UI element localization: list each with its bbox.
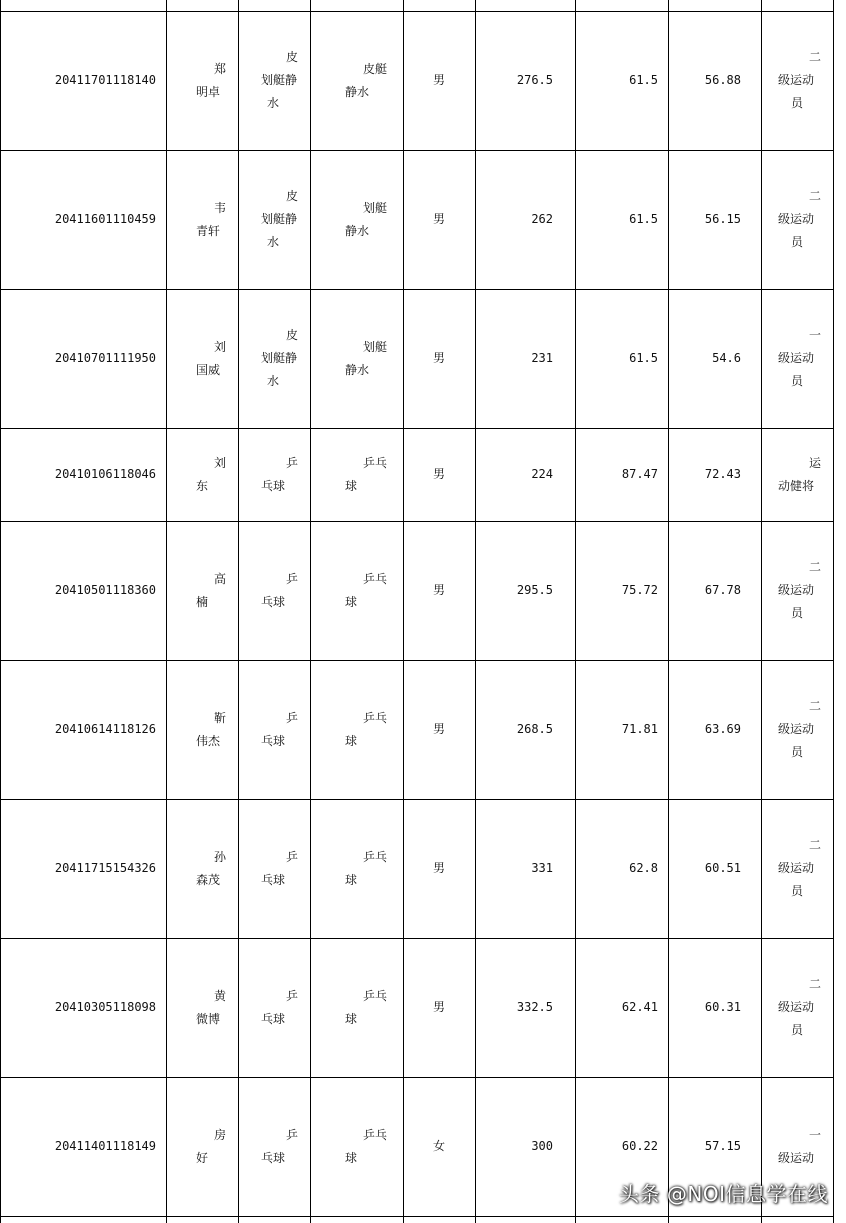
cell-text: 20411601110459 [54,212,156,226]
cell-level [761,289,833,428]
table-row [0,11,833,150]
cell-text-line: 二 [808,699,821,713]
table-row [0,938,833,1077]
cell-text-line: 划艇静 [261,351,298,365]
cell-text: 224 [531,467,553,481]
cell-text-line: 乒 [285,456,298,470]
cell-score-2 [575,428,668,521]
cell-id [0,938,166,1077]
grid-hline [0,150,834,151]
cell-level [761,660,833,799]
grid-hline [0,521,834,522]
cell-text-line: 级运动 [778,1000,815,1014]
grid-hline [0,428,834,429]
cell-score-1 [475,521,575,660]
cell-name [166,1077,238,1216]
cell-gender [403,1077,475,1216]
cell-score-2 [575,11,668,150]
cell-text-line: 员 [790,1023,803,1037]
cell-text-line: 乓球 [261,1151,286,1165]
cell-text: 20411715154326 [54,861,156,875]
cell-text: 男 [432,351,445,365]
cell-text: 61.5 [629,212,658,226]
cell-text: 67.78 [704,583,741,597]
cell-id [0,150,166,289]
cell-text: 262 [531,212,553,226]
cell-score-3 [668,799,761,938]
cell-id [0,799,166,938]
cell-text: 20411401118149 [54,1139,156,1153]
cell-text: 231 [531,351,553,365]
cell-id [0,289,166,428]
cell-text: 57.15 [704,1139,741,1153]
cell-name [166,660,238,799]
cell-gender [403,799,475,938]
cell-text-line: 静水 [345,224,370,238]
cell-text-line: 二 [808,50,821,64]
cell-text-line: 球 [345,873,358,887]
cell-text-line: 好 [196,1151,209,1165]
cell-text: 20410701111950 [54,351,156,365]
cell-text: 男 [432,722,445,736]
cell-score-1 [475,660,575,799]
cell-level [761,11,833,150]
cell-gender [403,521,475,660]
cell-text-line: 孙 [213,850,226,864]
cell-level [761,938,833,1077]
cell-text-line: 乓球 [261,1012,286,1026]
cell-id [0,428,166,521]
cell-score-3 [668,11,761,150]
cell-score-1 [475,150,575,289]
cell-project [238,938,310,1077]
cell-text-line: 韦 [213,201,226,215]
cell-text: 61.5 [629,73,658,87]
cell-score-1 [475,799,575,938]
cell-text-line: 级运动 [778,73,815,87]
cell-event [310,428,403,521]
cell-name [166,521,238,660]
cell-text-line: 二 [808,560,821,574]
cell-score-1 [475,428,575,521]
cell-text-line: 水 [267,235,280,249]
cell-text-line: 乓球 [261,734,286,748]
cell-score-2 [575,150,668,289]
table-row [0,660,833,799]
cell-text-line: 青轩 [196,224,221,238]
cell-text-line: 员 [790,745,803,759]
grid-vline [403,0,404,1223]
cell-text-line: 球 [345,1012,358,1026]
cell-name [166,150,238,289]
cell-text: 75.72 [621,583,658,597]
cell-text: 63.69 [704,722,741,736]
cell-text-line: 划艇静 [261,212,298,226]
cell-text-line: 国威 [196,363,221,377]
cell-name [166,799,238,938]
cell-project [238,150,310,289]
cell-text-line: 员 [790,884,803,898]
cell-text-line: 动健将 [778,479,815,493]
cell-text-line: 级运动 [778,861,815,875]
cell-event [310,938,403,1077]
cell-text-line: 刘 [213,456,226,470]
table-row [0,799,833,938]
cell-score-2 [575,799,668,938]
cell-text-line: 乒 [285,1128,298,1142]
cell-id [0,521,166,660]
table-row [0,428,833,521]
grid-vline [238,0,239,1223]
cell-event [310,1077,403,1216]
cell-text: 男 [432,212,445,226]
cell-project [238,428,310,521]
cell-text-line: 靳 [213,711,226,725]
cell-project [238,799,310,938]
watermark-text: 头条 @NOI信息学在线 [619,1182,828,1206]
cell-gender [403,938,475,1077]
cell-text-line: 房 [213,1128,226,1142]
cell-text-line: 一 [808,328,821,342]
cell-gender [403,150,475,289]
cell-text-line: 乒乓 [362,456,387,470]
cell-text-line: 级运动 [778,583,815,597]
cell-text: 332.5 [516,1000,553,1014]
cell-text-line: 乒乓 [362,572,387,586]
cell-score-1 [475,1077,575,1216]
table-row [0,289,833,428]
cell-text-line: 乓球 [261,873,286,887]
cell-id [0,660,166,799]
cell-text-line: 球 [345,734,358,748]
cell-text-line: 皮 [285,189,298,203]
cell-project [238,1077,310,1216]
cell-text: 61.5 [629,351,658,365]
cell-text: 276.5 [516,73,553,87]
cell-text-line: 静水 [345,363,370,377]
cell-text-line: 乓球 [261,595,286,609]
cell-text-line: 水 [267,96,280,110]
cell-text-line: 一 [808,1128,821,1142]
cell-text: 男 [432,861,445,875]
cell-text: 72.43 [704,467,741,481]
cell-text-line: 乓球 [261,479,286,493]
cell-score-3 [668,428,761,521]
cell-text-line: 级运动 [778,1151,815,1165]
grid-vline [0,0,1,1223]
cell-event [310,11,403,150]
cell-text-line: 二 [808,189,821,203]
cell-name [166,938,238,1077]
grid-hline [0,1077,834,1078]
cell-text-line: 皮 [285,328,298,342]
grid-vline [833,0,834,1223]
cell-text-line: 黄 [213,989,226,1003]
grid-vline [761,0,762,1223]
cell-text-line: 刘 [213,340,226,354]
cell-score-2 [575,938,668,1077]
cell-event [310,799,403,938]
cell-project [238,11,310,150]
cell-score-3 [668,660,761,799]
grid-hline [0,660,834,661]
cell-text-line: 划艇 [362,201,387,215]
cell-text: 60.51 [704,861,741,875]
cell-score-2 [575,660,668,799]
grid-hline [0,11,834,12]
cell-score-1 [475,289,575,428]
cell-text-line: 皮艇 [362,62,387,76]
cell-text-line: 乒乓 [362,989,387,1003]
cell-text: 20410106118046 [54,467,156,481]
cell-text-line: 员 [790,235,803,249]
cell-text: 女 [432,1139,445,1153]
cell-text: 87.47 [621,467,658,481]
cell-text: 62.41 [621,1000,658,1014]
cell-text: 54.6 [712,351,741,365]
cell-text-line: 东 [196,479,209,493]
table-row [0,150,833,289]
cell-id [0,11,166,150]
cell-event [310,660,403,799]
cell-text-line: 级运动 [778,722,815,736]
cell-text-line: 级运动 [778,351,815,365]
cell-level [761,521,833,660]
watermark [619,1178,828,1207]
cell-text: 20410501118360 [54,583,156,597]
cell-text: 60.31 [704,1000,741,1014]
cell-event [310,521,403,660]
cell-text: 男 [432,1000,445,1014]
cell-project [238,660,310,799]
cell-text: 20410305118098 [54,1000,156,1014]
cell-text-line: 静水 [345,85,370,99]
cell-text-line: 乒 [285,711,298,725]
cell-text-line: 乒 [285,989,298,1003]
cell-text: 331 [531,861,553,875]
cell-text: 20410614118126 [54,722,156,736]
cell-gender [403,289,475,428]
cell-text-line: 运 [808,456,821,470]
cell-score-3 [668,938,761,1077]
cell-event [310,289,403,428]
cell-gender [403,428,475,521]
cell-text-line: 森茂 [196,873,221,887]
table-row [0,521,833,660]
cell-text: 男 [432,467,445,481]
cell-text-line: 明卓 [196,85,221,99]
grid-vline [668,0,669,1223]
cell-event [310,150,403,289]
cell-text: 71.81 [621,722,658,736]
grid-vline [310,0,311,1223]
cell-text-line: 员 [790,374,803,388]
cell-text: 56.15 [704,212,741,226]
cell-score-1 [475,11,575,150]
cell-score-2 [575,289,668,428]
cell-score-3 [668,289,761,428]
cell-text-line: 水 [267,374,280,388]
cell-score-1 [475,938,575,1077]
cell-level [761,150,833,289]
cell-text-line: 高 [213,572,226,586]
cell-text: 男 [432,583,445,597]
cell-id [0,1077,166,1216]
cell-text: 56.88 [704,73,741,87]
grid-hline [0,289,834,290]
cell-text: 男 [432,73,445,87]
cell-level [761,428,833,521]
cell-text-line: 微博 [196,1012,221,1026]
cell-project [238,521,310,660]
cell-text-line: 球 [345,1151,358,1165]
cell-text-line: 二 [808,977,821,991]
cell-score-2 [575,521,668,660]
cell-text-line: 楠 [196,595,209,609]
cell-text-line: 乒乓 [362,711,387,725]
cell-name [166,289,238,428]
cell-text-line: 划艇 [362,340,387,354]
grid-hline [0,799,834,800]
cell-text: 268.5 [516,722,553,736]
cell-text-line: 球 [345,479,358,493]
cell-text-line: 二 [808,838,821,852]
cell-text-line: 皮 [285,50,298,64]
grid-vline [166,0,167,1223]
cell-text: 62.8 [629,861,658,875]
grid-vline [575,0,576,1223]
cell-text: 60.22 [621,1139,658,1153]
grid-hline [0,938,834,939]
cell-text-line: 乒乓 [362,850,387,864]
grid-vline [475,0,476,1223]
cell-level [761,799,833,938]
cell-text: 20411701118140 [54,73,156,87]
cell-gender [403,11,475,150]
cell-text-line: 划艇静 [261,73,298,87]
cell-text-line: 乒 [285,850,298,864]
grid-hline [0,1216,834,1217]
cell-text: 300 [531,1139,553,1153]
cell-text-line: 乒 [285,572,298,586]
cell-name [166,11,238,150]
cell-text-line: 郑 [213,62,226,76]
cell-gender [403,660,475,799]
cell-text-line: 级运动 [778,212,815,226]
cell-project [238,289,310,428]
cell-text-line: 球 [345,595,358,609]
cell-text-line: 乒乓 [362,1128,387,1142]
cell-text: 295.5 [516,583,553,597]
cell-text-line: 员 [790,606,803,620]
cell-text-line: 伟杰 [196,734,221,748]
cell-score-3 [668,521,761,660]
cell-score-3 [668,150,761,289]
cell-text-line: 员 [790,96,803,110]
cell-name [166,428,238,521]
